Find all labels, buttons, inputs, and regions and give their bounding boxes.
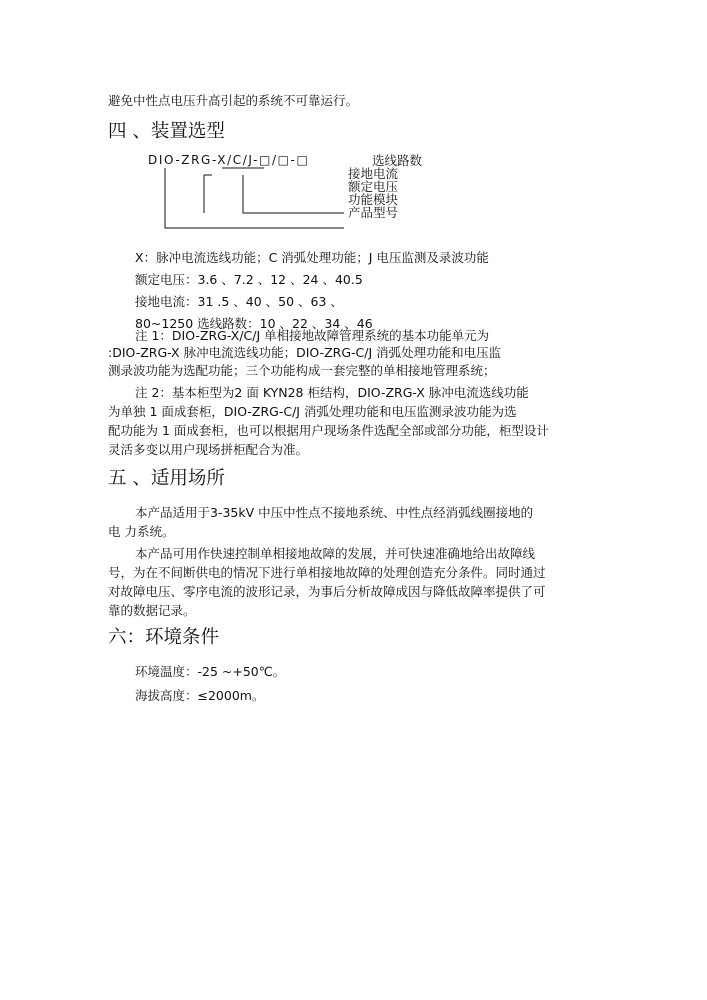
function-codes-line: X：脉冲电流选线功能；C 消弧处理功能；J 电压监测及录波功能 (135, 250, 489, 265)
note2-line1: 注 2：基本柜型为2 面 KYN28 柜结构，DIO-ZRG-X 脉冲电流选线功能 (135, 385, 529, 400)
ground-current-line: 接地电流：31 .5 、40 、50 、63 、 (135, 294, 343, 309)
note2-line2: 为单独 1 面成套柜，DIO-ZRG-C/J 消弧处理功能和电压监测录波功能为选 (108, 404, 517, 419)
section5-p2-line1: 本产品可用作快速控制单相接地故障的发展，并可快速准确地给出故障线 (135, 546, 536, 561)
note1-line3: 测录波功能为选配功能；三个功能构成一套完整的单相接地管理系统； (108, 363, 496, 378)
section5-p2-line3: 对故障电压、零序电流的波形记录，为事后分析故障成因与降低故障率提供了可 (108, 584, 546, 599)
label-product-model: 产品型号 (348, 205, 399, 220)
note2-line3: 配功能为 1 面成套柜，也可以根据用户现场条件选配全部或部分功能，柜型设计 (108, 423, 549, 438)
section-4-heading: 四 、装置选型 (108, 121, 225, 142)
model-code: DIO-ZRG-X/C/J-□/□-□ (148, 153, 310, 167)
section5-p1-line2: 电 力系统。 (108, 524, 175, 539)
note2-line4: 灵活多变以用户现场拼柜配合为准。 (108, 442, 309, 457)
section5-p2-line2: 号，为在不间断供电的情况下进行单相接地故障的处理创造充分条件。同时通过 (108, 565, 546, 580)
label-function-module: 功能模块 (348, 192, 399, 207)
section5-p2-line4: 靠的数据记录。 (108, 603, 196, 618)
bracket-product-model (165, 168, 344, 228)
label-ground-current: 接地电流 (348, 166, 399, 181)
section5-p1-line1: 本产品适用于3-35kV 中压中性点不接地系统、中性点经消弧线圈接地的 (135, 505, 534, 520)
env-altitude: 海拔高度：≤2000m。 (135, 688, 265, 703)
label-rated-voltage: 额定电压 (348, 179, 399, 194)
intro-text: 避免中性点电压升高引起的系统不可靠运行。 (108, 93, 359, 108)
section-6-heading: 六：环境条件 (108, 627, 220, 648)
label-line-count: 选线路数 (372, 153, 423, 168)
bracket-function-module (243, 175, 344, 213)
env-temperature: 环境温度：-25 ~+50℃。 (135, 664, 286, 679)
section-5-heading: 五 、适用场所 (108, 468, 225, 489)
line-count-line: 80~1250 选线路数：10 、22 、34 、46 (135, 316, 373, 331)
note1-line2: :DIO-ZRG-X 脉冲电流选线功能；DIO-ZRG-C/J 消弧处理功能和电压监 (108, 345, 502, 360)
note1-line1: 注 1：DIO-ZRG-X/C/J 单相接地故障管理系统的基本功能单元为 (135, 328, 490, 343)
rated-voltage-line: 额定电压：3.6 、7.2 、12 、24 、40.5 (135, 272, 363, 287)
